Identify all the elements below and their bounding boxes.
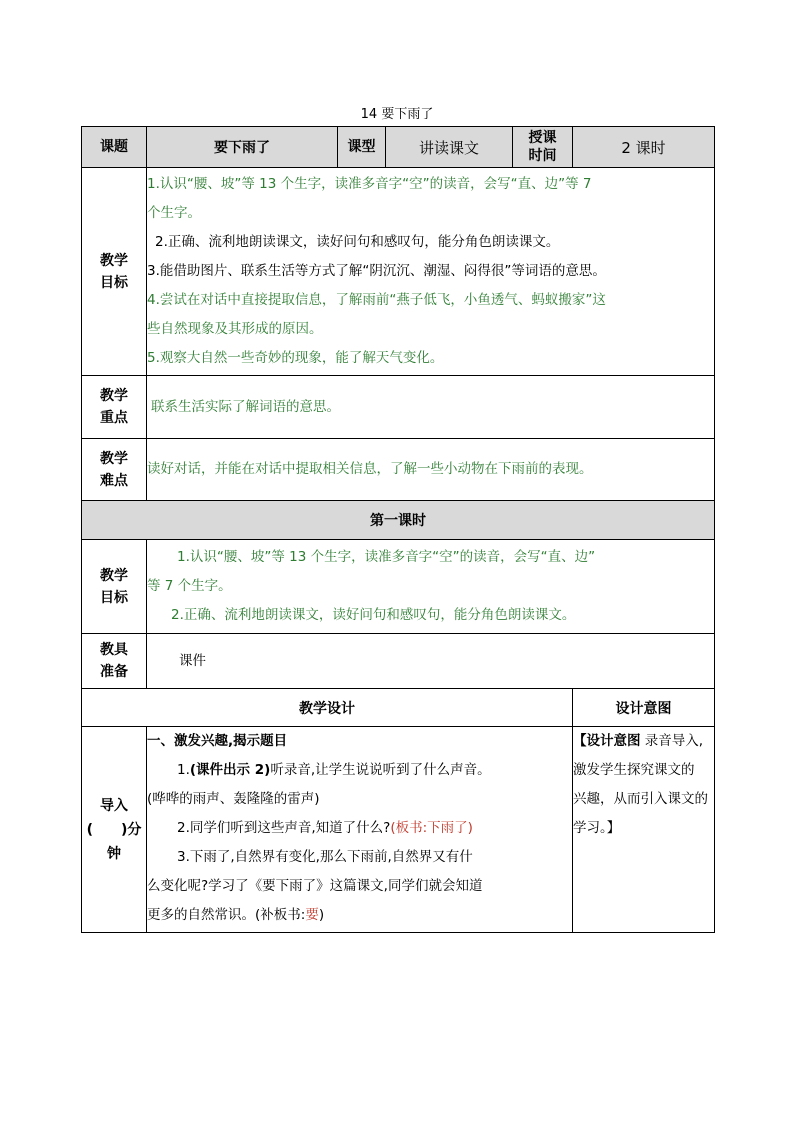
- tools-label-line1: 教具: [100, 642, 128, 658]
- intro-step-1: [147, 756, 572, 785]
- intro-design-content: [147, 727, 573, 933]
- tools-row: [82, 634, 715, 689]
- design-header-row: [82, 689, 715, 727]
- design-header: 教学设计: [82, 689, 573, 727]
- intro-label-line2: ( )分: [86, 821, 142, 838]
- goal-line-4: 4.尝试在对话中直接提取信息，了解雨前“燕子低飞，小鱼透气、蚂蚁搬家”这: [147, 292, 606, 308]
- lesson-plan-table: [81, 126, 715, 933]
- difficulties-row: [82, 439, 715, 501]
- key-points-text: 联系生活实际了解词语的意思。: [147, 376, 715, 439]
- intro-step-1-text: 听录音,让学生说说听到了什么声音。: [270, 762, 491, 778]
- intro-label-line3: 钟: [107, 845, 121, 862]
- tools-label-line2: 准备: [100, 664, 128, 680]
- page-title: 14 要下雨了: [360, 107, 434, 122]
- goals-label-line1: 教学: [100, 252, 128, 269]
- first-lesson-goals-label-line2: 目标: [100, 589, 128, 606]
- tools-value: 课件: [147, 634, 715, 689]
- intro-label: [82, 727, 147, 933]
- difficulties-label: [82, 439, 147, 501]
- goal-line-3: 3.能借助图片、联系生活等方式了解“阴沉沉、潮湿、闷得很”等词语的意思。: [147, 263, 606, 279]
- intro-intent-line3: 兴趣，从而引入课文的: [573, 791, 708, 807]
- intro-step-1-prefix: 1.: [177, 762, 190, 778]
- intro-step-3-line3-suffix: ): [318, 907, 325, 923]
- type-value: 讲读课文: [386, 127, 513, 168]
- goals-label-line2: 目标: [100, 274, 128, 291]
- intro-intent-line2: 激发学生探究课文的: [573, 762, 695, 778]
- difficulties-text: 读好对话，并能在对话中提取相关信息，了解一些小动物在下雨前的表现。: [147, 439, 715, 501]
- goals-content: [147, 168, 715, 376]
- intro-label-line1: 导入: [100, 797, 128, 814]
- goal-line-1-cont: 个生字。: [147, 205, 201, 221]
- difficulties-label-line1: 教学: [100, 450, 128, 467]
- intro-step-1-cont: (哗哗的雨声、轰隆隆的雷声): [147, 791, 320, 807]
- intro-step-2: [147, 814, 572, 843]
- first-lesson-goals-label-line1: 教学: [100, 567, 128, 584]
- tools-label: [82, 634, 147, 689]
- first-lesson-goal-1: 1.认识“腰、坡”等 13 个生字，读准多音字“空”的读音，会写“直、边”: [177, 549, 596, 565]
- intro-intent-text1: 录音导入,: [640, 733, 704, 749]
- first-lesson-heading-row: [82, 501, 715, 540]
- first-lesson-goal-2: 2.正确、流利地朗读课文，读好问句和感叹句，能分角色朗读课文。: [171, 607, 576, 623]
- first-lesson-goals-row: [82, 540, 715, 634]
- key-points-row: [82, 376, 715, 439]
- difficulties-label-line2: 难点: [100, 472, 128, 489]
- intent-header: 设计意图: [573, 689, 715, 727]
- time-label: [513, 127, 573, 168]
- intro-intent-line1: [573, 727, 714, 756]
- header-row: [82, 127, 715, 168]
- key-points-label: [82, 376, 147, 439]
- intro-intent-content: [573, 727, 715, 933]
- intro-step-3-line2: 么变化呢?学习了《要下雨了》这篇课文,同学们就会知道: [147, 878, 483, 894]
- topic-label: 课题: [82, 127, 147, 168]
- first-lesson-goals-content: [147, 540, 715, 634]
- intro-step-3-line3-prefix: 更多的自然常识。(补板书:: [147, 907, 306, 923]
- time-label-line1: 授课: [528, 130, 557, 146]
- first-lesson-heading: 第一课时: [82, 501, 715, 540]
- goal-line-1: 1.认识“腰、坡”等 13 个生字，读准多音字“空”的读音，会写“直、边”等 7: [147, 176, 592, 192]
- intro-step-2-board: (板书:下雨了): [390, 820, 473, 836]
- intro-row: [82, 727, 715, 933]
- topic-value: 要下雨了: [147, 127, 338, 168]
- type-label: 课型: [338, 127, 386, 168]
- intro-step-1-courseware: (课件出示 2): [189, 762, 271, 778]
- goal-line-2: 2.正确、流利地朗读课文，读好问句和感叹句，能分角色朗读课文。: [155, 234, 560, 250]
- goal-line-5: 5.观察大自然一些奇妙的现象，能了解天气变化。: [147, 350, 444, 366]
- key-points-label-line1: 教学: [100, 388, 128, 404]
- first-lesson-goals-label: [82, 540, 147, 634]
- intro-intent-label: 【设计意图: [573, 733, 641, 749]
- intro-step-3-board: 要: [305, 907, 319, 923]
- intro-step-3-line1: 3.下雨了,自然界有变化,那么下雨前,自然界又有什: [177, 849, 473, 865]
- intro-intent-line4: 学习。】: [573, 820, 621, 836]
- intro-section-title: 一、激发兴趣,揭示题目: [147, 733, 288, 749]
- goals-label: [82, 168, 147, 376]
- key-points-label-line2: 重点: [100, 410, 128, 426]
- goal-line-4-cont: 些自然现象及其形成的原因。: [147, 321, 323, 337]
- intro-step-3-line3: [147, 901, 572, 930]
- intro-step-2-text: 2.同学们听到这些声音,知道了什么?: [177, 820, 391, 836]
- time-value: 2 课时: [573, 127, 715, 168]
- goals-row: [82, 168, 715, 376]
- first-lesson-goal-1-cont: 等 7 个生字。: [147, 578, 232, 594]
- time-label-line2: 时间: [528, 148, 557, 164]
